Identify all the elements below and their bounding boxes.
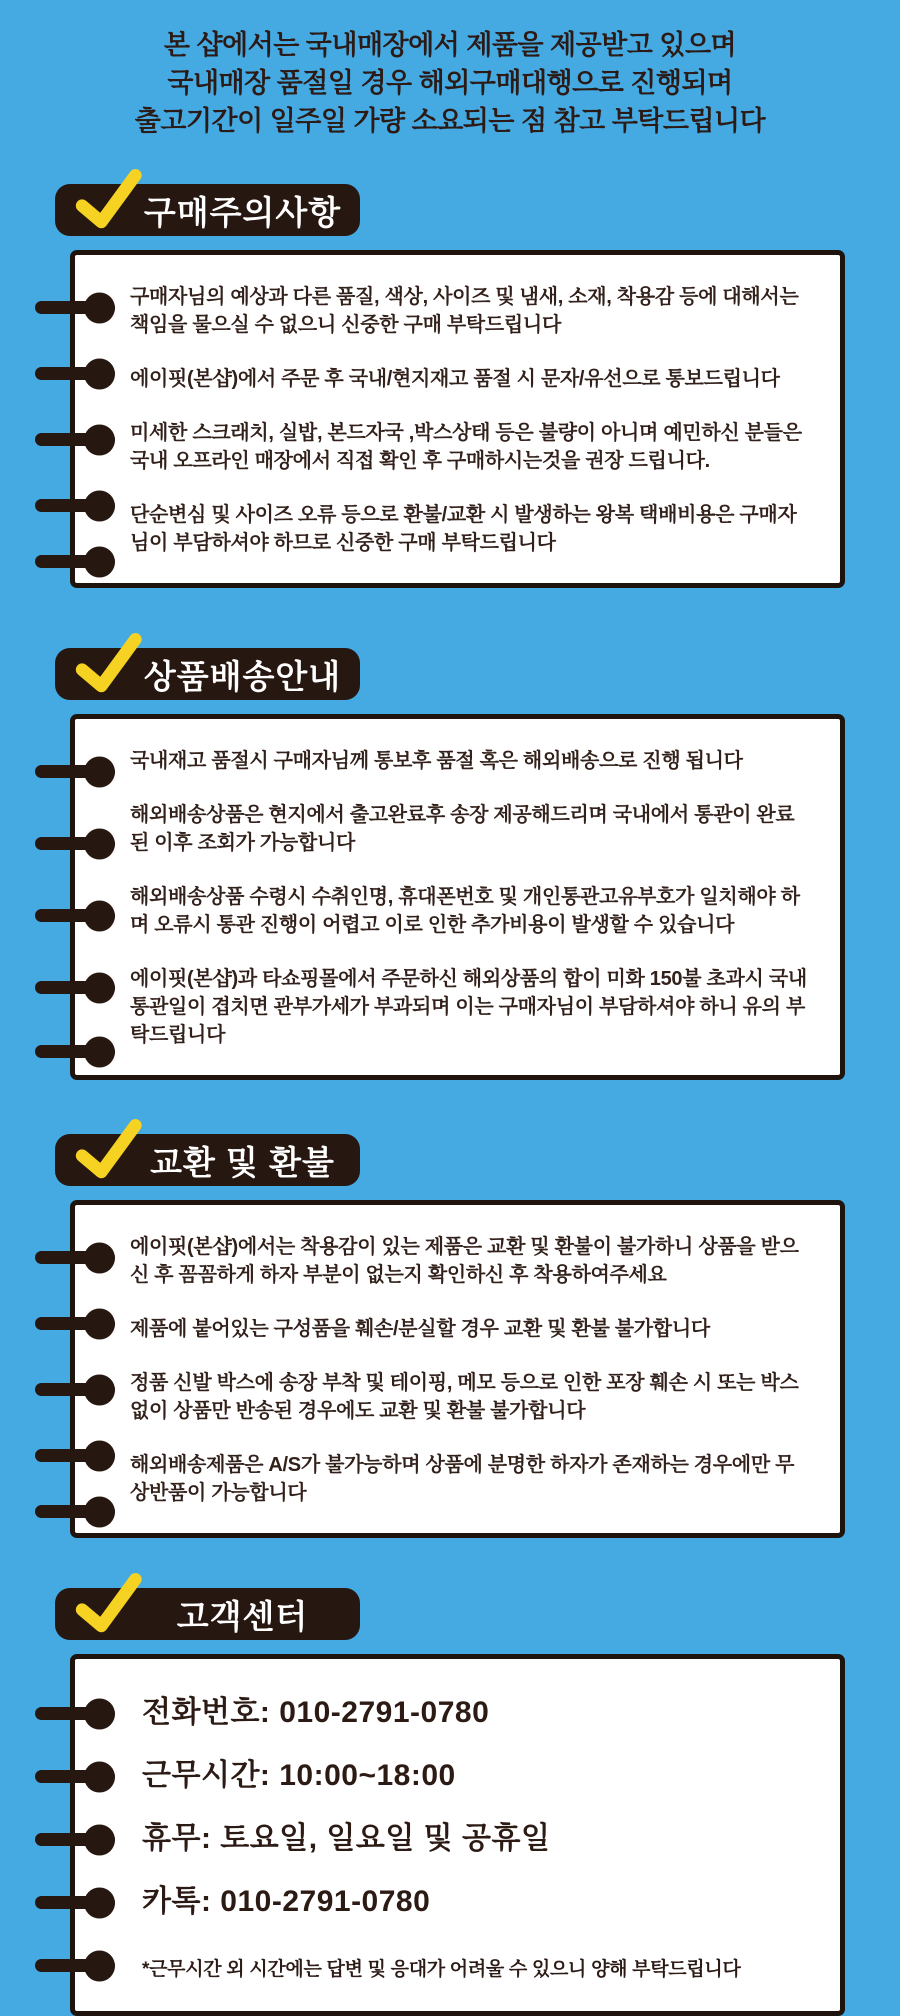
- pin-icon: [35, 555, 115, 568]
- notice-item: 구매자님의 예상과 다른 품질, 색상, 사이즈 및 냄새, 소재, 착용감 등에 대해서는 책임을 물으실 수 없으니 신중한 구매 부탁드립니다: [130, 286, 799, 336]
- section-title: 구매주의사항: [143, 193, 342, 231]
- pin-icon: [35, 1383, 115, 1396]
- pin-icon: [35, 909, 115, 922]
- contact-kakao: 카톡: 010-2791-0780: [142, 1885, 431, 1918]
- notice-item: 해외배송상품은 현지에서 출고완료후 송장 제공해드리며 국내에서 통관이 완료된 이후 조회가 가능합니다: [130, 804, 795, 854]
- section-title: 교환 및 환불: [150, 1143, 335, 1181]
- pin-icon: [35, 367, 115, 380]
- section-badge: [55, 648, 360, 700]
- pin-icon: [35, 1449, 115, 1462]
- section-purchase-caution: [55, 184, 900, 588]
- contact-footnote-text: *근무시간 외 시간에는 답변 및 응대가 어려울 수 있으니 양해 부탁드립니다: [142, 1959, 741, 1980]
- contact-row-dayoff: [130, 1819, 810, 1859]
- contact-dayoff: 휴무: 토요일, 일요일 및 공휴일: [142, 1822, 551, 1855]
- section-badge: [55, 184, 360, 236]
- contact-phone: 전화번호: 010-2791-0780: [142, 1696, 490, 1729]
- notice-item: 미세한 스크래치, 실밥, 본드자국 ,박스상태 등은 불량이 아니며 예민하신 분들은 국내 오프라인 매장에서 직접 확인 후 구매하시는것을 권장 드립니다.: [130, 422, 802, 472]
- pin-icon: [35, 1707, 115, 1720]
- intro-notice: [0, 0, 900, 140]
- intro-line-1: 본 샵에서는 국내매장에서 제품을 제공받고 있으며: [163, 30, 737, 60]
- check-icon: [71, 1568, 145, 1638]
- notice-item: 국내재고 품절시 구매자님께 통보후 품절 혹은 해외배송으로 진행 됩니다: [130, 750, 743, 772]
- notice-box: [70, 250, 845, 588]
- intro-line-3: 출고기간이 일주일 가량 소요되는 점 참고 부탁드립니다: [134, 106, 766, 136]
- section-title: 고객센터: [176, 1597, 309, 1635]
- intro-line-2: 국내매장 품절일 경우 해외구매대행으로 진행되며: [167, 68, 733, 98]
- notice-item: 해외배송상품 수령시 수취인명, 휴대폰번호 및 개인통관고유부호가 일치해야 하며 오류시 통관 진행이 어렵고 이로 인한 추가비용이 발생할 수 있습니다: [130, 886, 800, 936]
- notice-box: [70, 1200, 845, 1538]
- pin-icon: [35, 1045, 115, 1058]
- section-badge: [55, 1588, 360, 1640]
- pin-icon: [35, 1833, 115, 1846]
- check-icon: [71, 628, 145, 698]
- notice-item: 에이핏(본샵)에서는 착용감이 있는 제품은 교환 및 환불이 불가하니 상품을 받으신 후 꼼꼼하게 하자 부분이 없는지 확인하신 후 착용하여주세요: [130, 1236, 799, 1286]
- pin-icon: [35, 837, 115, 850]
- pin-icon: [35, 1251, 115, 1264]
- section-badge: [55, 1134, 360, 1186]
- pin-icon: [35, 1896, 115, 1909]
- pin-icon: [35, 1770, 115, 1783]
- notice-item: 단순변심 및 사이즈 오류 등으로 환불/교환 시 발생하는 왕복 택배비용은 구매자님이 부담하셔야 하므로 신중한 구매 부탁드립니다: [130, 504, 797, 554]
- contact-hours: 근무시간: 10:00~18:00: [142, 1759, 456, 1792]
- notice-item: 해외배송제품은 A/S가 불가능하며 상품에 분명한 하자가 존재하는 경우에만 무상반품이 가능합니다: [130, 1454, 795, 1504]
- section-title: 상품배송안내: [143, 657, 342, 695]
- contact-box: [70, 1654, 845, 2016]
- pin-icon: [35, 981, 115, 994]
- pin-icon: [35, 433, 115, 446]
- notice-item: 제품에 붙어있는 구성품을 훼손/분실할 경우 교환 및 환불 불가합니다: [130, 1318, 710, 1340]
- pin-icon: [35, 301, 115, 314]
- section-customer-center: [55, 1588, 900, 2016]
- notice-box: [70, 714, 845, 1080]
- notice-item: 에이핏(본샵)과 타쇼핑몰에서 주문하신 해외상품의 합이 미화 150불 초과시 국내 통관일이 겹치면 관부가세가 부과되며 이는 구매자님이 부담하셔야 하니 유의 부탁드립니다: [130, 968, 807, 1046]
- check-icon: [71, 164, 145, 234]
- notice-item: 정품 신발 박스에 송장 부착 및 테이핑, 메모 등으로 인한 포장 훼손 시 또는 박스 없이 상품만 반송된 경우에도 교환 및 환불 불가합니다: [130, 1372, 799, 1422]
- notice-item: 에이핏(본샵)에서 주문 후 국내/현지재고 품절 시 문자/유선으로 통보드립니다: [130, 368, 780, 390]
- pin-icon: [35, 1317, 115, 1330]
- section-shipping-info: [55, 648, 900, 1080]
- contact-row-kakao: [130, 1882, 810, 1922]
- pin-icon: [35, 1505, 115, 1518]
- pin-icon: [35, 765, 115, 778]
- pin-icon: [35, 499, 115, 512]
- contact-footnote: [130, 1954, 810, 1981]
- contact-row-hours: [130, 1756, 810, 1796]
- section-exchange-refund: [55, 1134, 900, 1538]
- pin-icon: [35, 1959, 115, 1972]
- contact-row-phone: [130, 1693, 810, 1733]
- check-icon: [71, 1114, 145, 1184]
